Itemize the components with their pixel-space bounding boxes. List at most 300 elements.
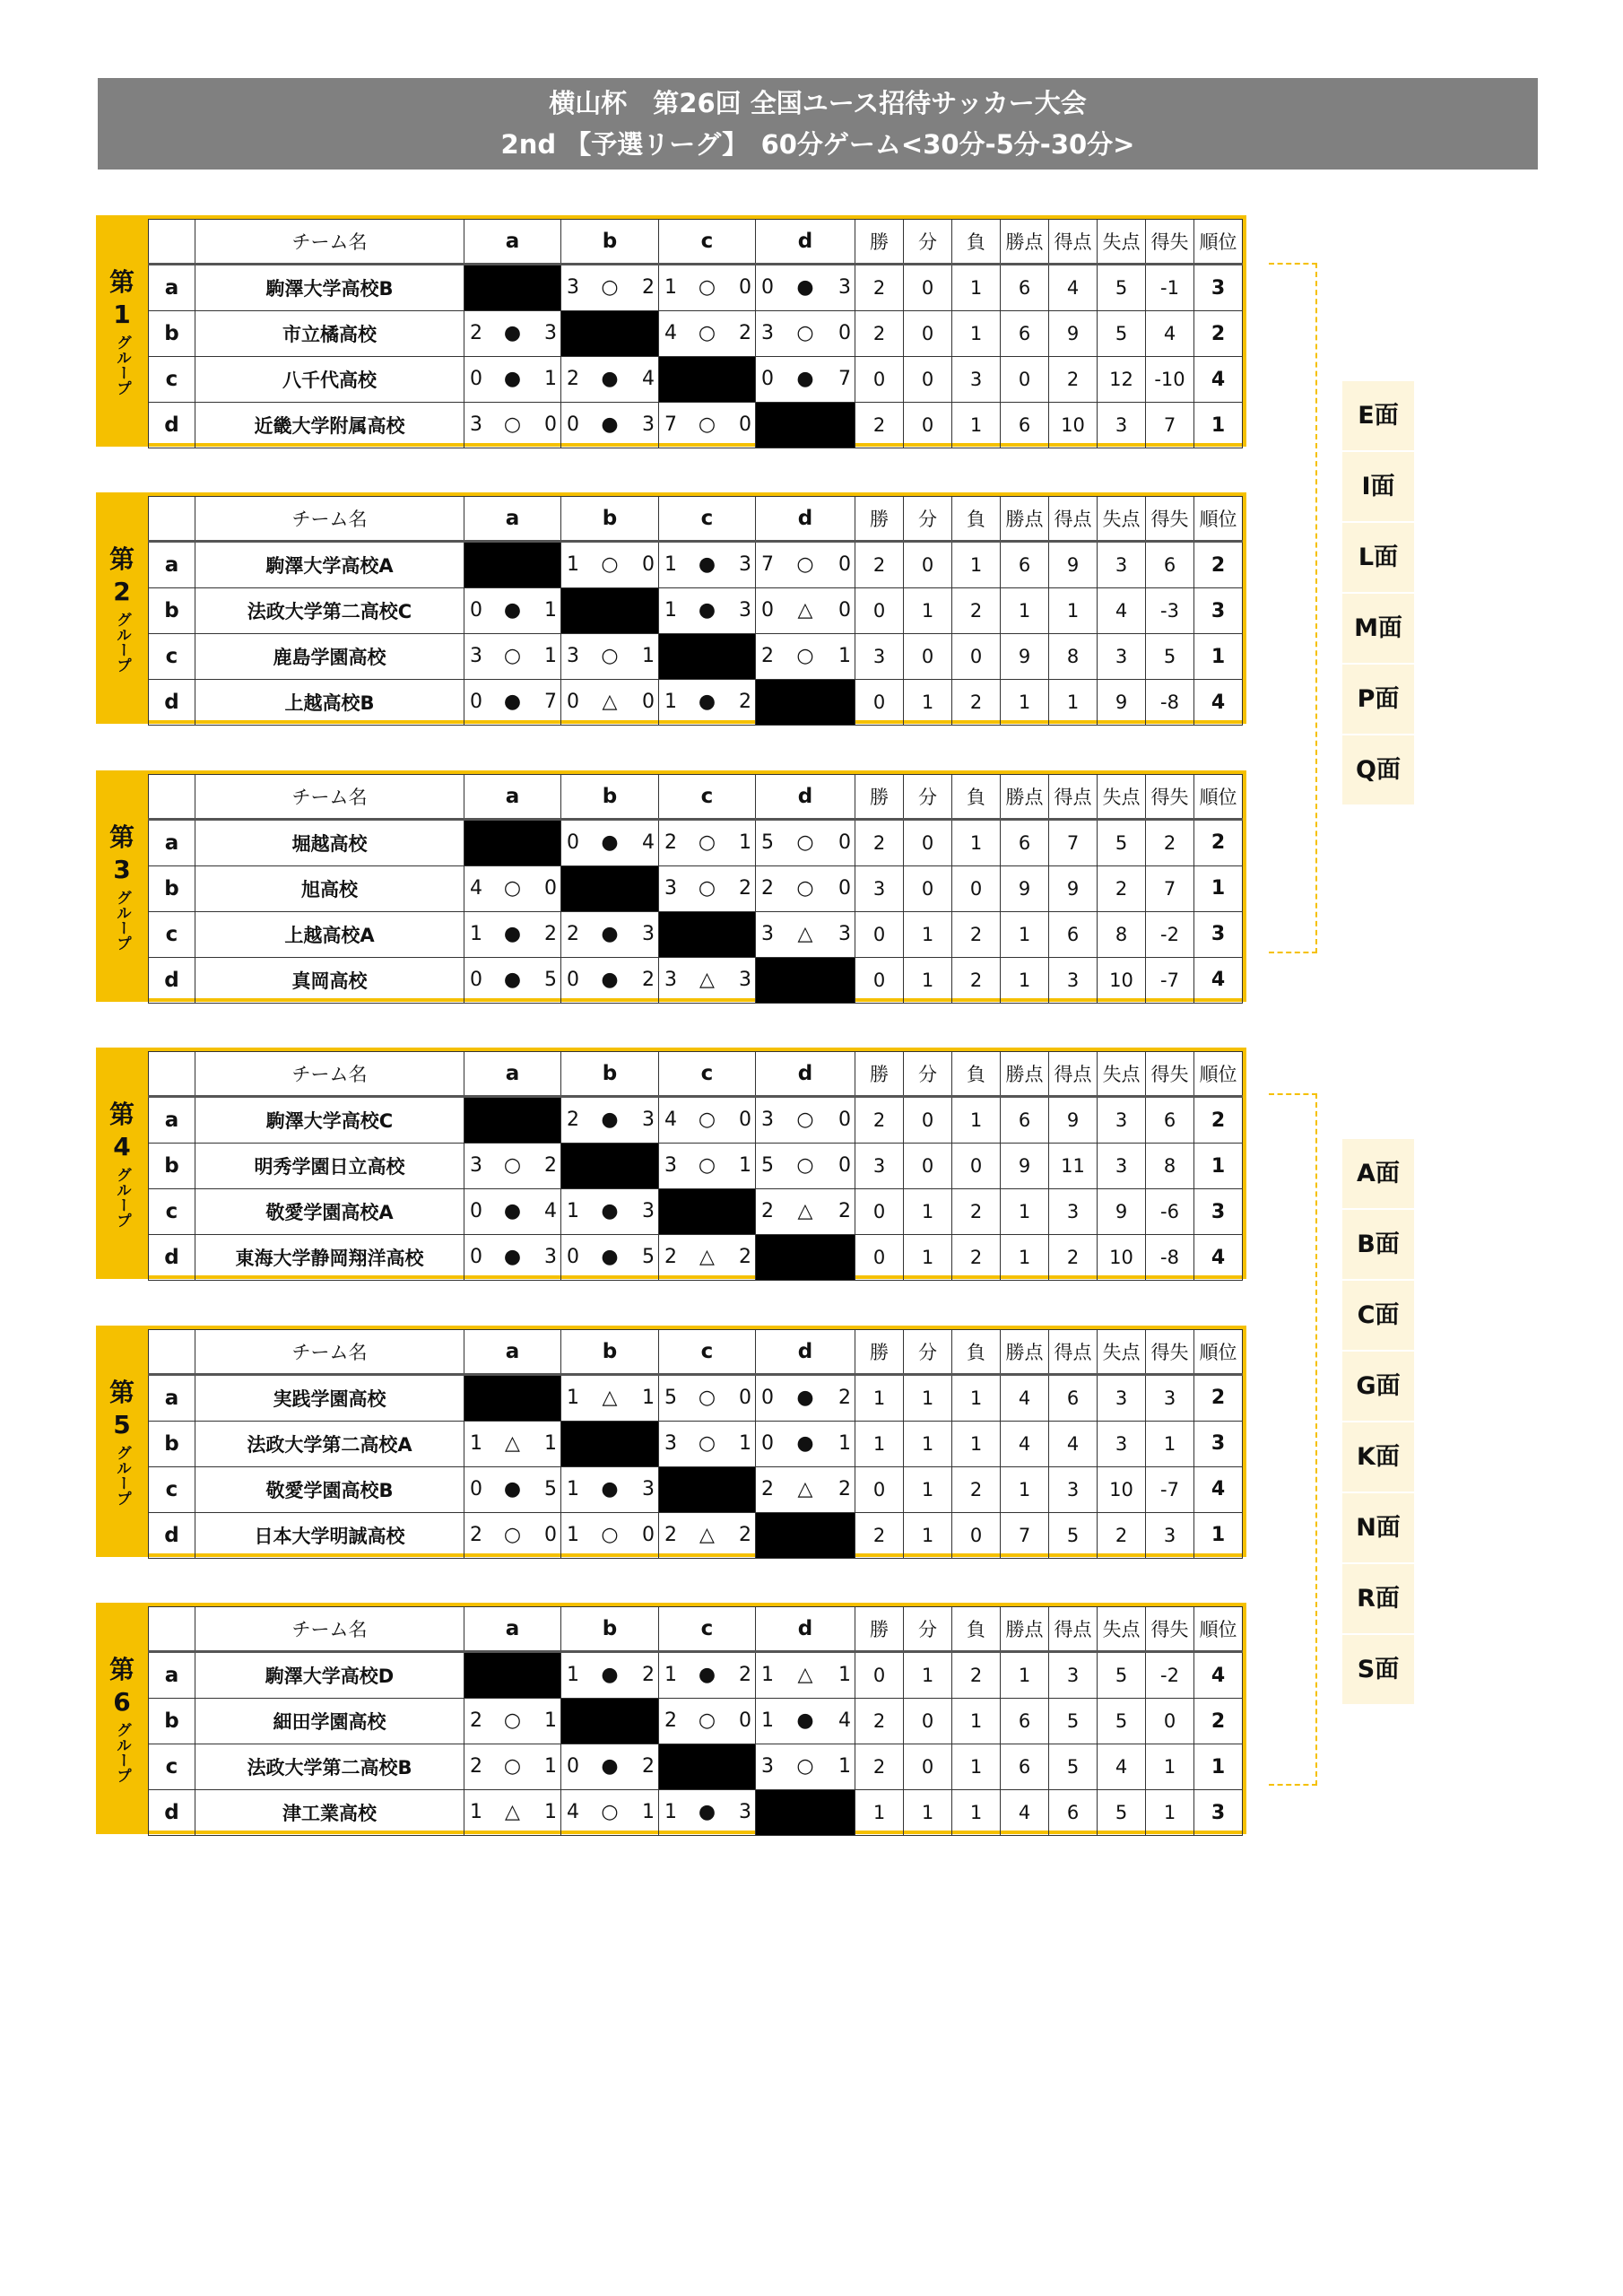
header-team-name: チーム名: [195, 1329, 464, 1374]
header-stat: 得失: [1146, 1329, 1194, 1374]
match-result: [659, 680, 756, 726]
header-stat: 負: [952, 497, 1001, 542]
group-label-number: 5: [113, 1409, 131, 1439]
match-result: [659, 542, 756, 588]
result-symbol: ●: [601, 413, 619, 436]
score-for: 2: [567, 368, 579, 390]
self-match-cell: [561, 865, 659, 911]
match-result: [659, 1652, 756, 1699]
header-stat: 順位: [1194, 774, 1243, 819]
match-result: [464, 1744, 561, 1790]
score-against: 1: [838, 645, 851, 668]
team-name: 明秀学園日立高校: [195, 1144, 464, 1189]
score-for: 2: [470, 1709, 482, 1732]
header-stat: 失点: [1098, 1052, 1146, 1097]
score-against: 3: [642, 922, 655, 945]
score-for: 1: [761, 1664, 774, 1686]
match-result: [561, 403, 659, 448]
stat-value: -8: [1146, 1235, 1194, 1281]
score-against: 3: [739, 553, 751, 577]
group-label-suffix: グループ: [113, 1167, 131, 1229]
score-for: 2: [664, 1709, 677, 1732]
score-for: 0: [567, 691, 579, 714]
row-letter: c: [149, 1189, 195, 1235]
match-result: [464, 1189, 561, 1235]
score-against: 7: [838, 368, 851, 390]
stat-value: 3: [1146, 1374, 1194, 1421]
score-for: 3: [470, 1154, 482, 1178]
result-symbol: ○: [503, 645, 522, 668]
header-opponent-c: c: [659, 497, 756, 542]
row-letter: a: [149, 1652, 195, 1699]
stat-value: 1: [904, 911, 952, 957]
table-row: [149, 1652, 1243, 1699]
stat-value: 1: [904, 1235, 952, 1281]
header-row: [149, 1607, 1243, 1652]
score-for: 1: [567, 1477, 579, 1500]
stat-value: 3: [1049, 1652, 1098, 1699]
header-stat: 順位: [1194, 1607, 1243, 1652]
score-against: 1: [544, 1801, 557, 1823]
team-name: 法政大学第二高校B: [195, 1744, 464, 1790]
score-against: 2: [544, 1154, 557, 1178]
stat-value: 1: [904, 1466, 952, 1512]
result-symbol: ●: [601, 831, 619, 854]
header-stat: 失点: [1098, 774, 1146, 819]
match-result: [756, 311, 855, 357]
header-stat: 負: [952, 220, 1001, 265]
header-opponent-d: d: [756, 497, 855, 542]
header-stat: 勝点: [1001, 1329, 1049, 1374]
table-row: [149, 1512, 1243, 1558]
table-row: [149, 357, 1243, 403]
stat-value: 6: [1001, 819, 1049, 865]
stat-value: 1: [1001, 680, 1049, 726]
stat-value: 3: [1049, 1189, 1098, 1235]
stat-value: 7: [1001, 1512, 1049, 1558]
score-for: 1: [761, 1709, 774, 1732]
self-match-cell: [561, 311, 659, 357]
stat-value: 9: [1049, 865, 1098, 911]
stat-value: 3: [855, 1144, 904, 1189]
match-result: [464, 634, 561, 680]
group-label-prefix: 第: [108, 1377, 135, 1407]
stat-value: 1: [1001, 1652, 1049, 1699]
group-label-suffix: グループ: [113, 335, 131, 396]
score-against: 2: [838, 1386, 851, 1409]
team-name: 東海大学静岡翔洋高校: [195, 1235, 464, 1281]
stat-value: 0: [904, 634, 952, 680]
row-letter: a: [149, 542, 195, 588]
header-opponent-b: b: [561, 220, 659, 265]
stat-value: 6: [1001, 1699, 1049, 1744]
standings-table: [148, 1051, 1243, 1281]
rank: 1: [1194, 865, 1243, 911]
header-stat: 得点: [1049, 220, 1098, 265]
score-for: 1: [567, 1386, 579, 1409]
stat-value: 9: [1098, 680, 1146, 726]
match-result: [756, 1466, 855, 1512]
table-row: [149, 1144, 1243, 1189]
score-against: 2: [739, 322, 751, 344]
score-for: 0: [470, 691, 482, 714]
score-against: 5: [642, 1246, 655, 1269]
rank: 1: [1194, 1144, 1243, 1189]
court-list-1: [1342, 381, 1414, 806]
self-match-cell: [561, 1699, 659, 1744]
row-letter: b: [149, 1144, 195, 1189]
match-result: [561, 680, 659, 726]
stat-value: 1: [1001, 588, 1049, 634]
group-label-prefix: 第: [108, 822, 135, 852]
header-stat: 順位: [1194, 1052, 1243, 1097]
result-symbol: ○: [796, 1109, 814, 1132]
header-stat: 勝: [855, 220, 904, 265]
row-letter: c: [149, 911, 195, 957]
rank: 1: [1194, 1512, 1243, 1558]
team-name: 日本大学明誠高校: [195, 1512, 464, 1558]
result-symbol: △: [505, 1801, 520, 1823]
standings-table: [148, 219, 1243, 448]
row-letter: b: [149, 865, 195, 911]
rank: 2: [1194, 1699, 1243, 1744]
stat-value: 3: [1098, 1097, 1146, 1144]
score-against: 5: [544, 1477, 557, 1500]
rank: 4: [1194, 957, 1243, 1003]
stat-value: 0: [855, 1189, 904, 1235]
score-for: 3: [664, 1154, 677, 1178]
table-row: [149, 1374, 1243, 1421]
header-opponent-d: d: [756, 1052, 855, 1097]
group-label: [96, 1048, 148, 1279]
self-match-cell: [464, 1097, 561, 1144]
stat-value: 5: [1098, 311, 1146, 357]
rank: 2: [1194, 1374, 1243, 1421]
stat-value: 0: [855, 357, 904, 403]
court-label: Q面: [1342, 735, 1414, 806]
score-for: 3: [761, 322, 774, 344]
header-stat: 得失: [1146, 1607, 1194, 1652]
header-stat: 得点: [1049, 774, 1098, 819]
row-letter: c: [149, 1744, 195, 1790]
stat-value: 3: [855, 634, 904, 680]
header-stat: 失点: [1098, 1329, 1146, 1374]
score-against: 4: [642, 831, 655, 854]
self-match-cell: [659, 357, 756, 403]
header-stat: 分: [904, 220, 952, 265]
stat-value: 2: [855, 1097, 904, 1144]
stat-value: -7: [1146, 957, 1194, 1003]
stat-value: 2: [952, 911, 1001, 957]
match-result: [659, 819, 756, 865]
score-against: 0: [838, 1154, 851, 1178]
group-label: [96, 1603, 148, 1834]
group-label-number: 6: [113, 1687, 131, 1717]
score-against: 3: [642, 1200, 655, 1223]
self-match-cell: [659, 911, 756, 957]
stat-value: 3: [1098, 403, 1146, 448]
match-result: [659, 1512, 756, 1558]
group-label-prefix: 第: [108, 1100, 135, 1130]
stat-value: 2: [1098, 865, 1146, 911]
stat-value: 0: [904, 311, 952, 357]
score-for: 1: [470, 1431, 482, 1455]
match-result: [561, 1790, 659, 1836]
stat-value: 1: [904, 1790, 952, 1836]
stat-value: 9: [1049, 1097, 1098, 1144]
match-result: [756, 1144, 855, 1189]
stat-value: 2: [855, 311, 904, 357]
stat-value: 8: [1098, 911, 1146, 957]
result-symbol: △: [699, 968, 715, 991]
group-label-prefix: 第: [108, 1655, 135, 1684]
team-name: 旭高校: [195, 865, 464, 911]
standings-table: [148, 1329, 1243, 1559]
stat-value: 2: [1049, 357, 1098, 403]
group-label-number: 3: [113, 854, 131, 884]
header-stat: 失点: [1098, 1607, 1146, 1652]
stat-value: 1: [952, 1699, 1001, 1744]
header-stat: 順位: [1194, 220, 1243, 265]
rank: 4: [1194, 1652, 1243, 1699]
result-symbol: ○: [698, 1431, 716, 1455]
stat-value: 6: [1001, 265, 1049, 311]
result-symbol: ○: [698, 1386, 716, 1409]
stat-value: 1: [1146, 1790, 1194, 1836]
result-symbol: ○: [601, 645, 619, 668]
score-against: 0: [838, 599, 851, 622]
stat-value: 11: [1049, 1144, 1098, 1189]
header-stat: 勝: [855, 1052, 904, 1097]
stat-value: 2: [855, 542, 904, 588]
header-opponent-c: c: [659, 1607, 756, 1652]
score-for: 0: [761, 1386, 774, 1409]
stat-value: 0: [904, 865, 952, 911]
table-row: [149, 1466, 1243, 1512]
match-result: [464, 1466, 561, 1512]
team-name: 駒澤大学高校A: [195, 542, 464, 588]
match-result: [464, 911, 561, 957]
score-for: 1: [470, 922, 482, 945]
group-table: [96, 1048, 1246, 1279]
header-stat: 分: [904, 774, 952, 819]
stat-value: 6: [1146, 1097, 1194, 1144]
header-row: [149, 1052, 1243, 1097]
score-against: 2: [739, 691, 751, 714]
stat-value: -8: [1146, 680, 1194, 726]
team-name: 近畿大学附属高校: [195, 403, 464, 448]
stat-value: 9: [1098, 1189, 1146, 1235]
score-against: 2: [739, 1523, 751, 1546]
stat-value: 5: [1049, 1744, 1098, 1790]
stat-value: 4: [1049, 1421, 1098, 1466]
header-stat: 分: [904, 1329, 952, 1374]
table-row: [149, 819, 1243, 865]
group-label-number: 1: [113, 300, 131, 329]
self-match-cell: [464, 819, 561, 865]
table-row: [149, 1235, 1243, 1281]
stat-value: 7: [1146, 403, 1194, 448]
match-result: [561, 1466, 659, 1512]
team-name: 法政大学第二高校C: [195, 588, 464, 634]
table-row: [149, 542, 1243, 588]
score-against: 1: [544, 1709, 557, 1732]
match-result: [464, 865, 561, 911]
rank: 4: [1194, 357, 1243, 403]
result-symbol: ●: [698, 553, 716, 577]
group-label: [96, 215, 148, 447]
score-against: 2: [642, 1755, 655, 1778]
stat-value: 7: [1049, 819, 1098, 865]
match-result: [561, 1189, 659, 1235]
header-stat: 勝点: [1001, 220, 1049, 265]
stat-value: 0: [904, 1144, 952, 1189]
score-for: 3: [761, 922, 774, 945]
stat-value: 1: [952, 1790, 1001, 1836]
row-letter: b: [149, 1421, 195, 1466]
rank: 3: [1194, 1189, 1243, 1235]
result-symbol: ○: [698, 413, 716, 436]
score-against: 1: [838, 1664, 851, 1686]
stat-value: 1: [855, 1790, 904, 1836]
score-for: 1: [567, 1523, 579, 1546]
self-match-cell: [756, 1790, 855, 1836]
score-against: 2: [739, 1664, 751, 1686]
stat-value: 4: [1001, 1374, 1049, 1421]
match-result: [464, 1512, 561, 1558]
stat-value: 1: [1001, 1235, 1049, 1281]
group-label-suffix: グループ: [113, 1444, 131, 1506]
score-for: 2: [761, 1200, 774, 1223]
row-letter: a: [149, 1097, 195, 1144]
court-label: R面: [1342, 1564, 1414, 1635]
stat-value: 1: [952, 819, 1001, 865]
header-opponent-a: a: [464, 1329, 561, 1374]
header-opponent-d: d: [756, 220, 855, 265]
header-stat: 得失: [1146, 220, 1194, 265]
result-symbol: ●: [601, 368, 619, 390]
table-row: [149, 403, 1243, 448]
match-result: [561, 265, 659, 311]
stat-value: 6: [1001, 1097, 1049, 1144]
match-result: [561, 1512, 659, 1558]
match-result: [659, 957, 756, 1003]
header-stat: 失点: [1098, 497, 1146, 542]
match-result: [659, 1097, 756, 1144]
stat-value: 3: [1098, 1374, 1146, 1421]
header-opponent-c: c: [659, 1052, 756, 1097]
row-letter: d: [149, 1790, 195, 1836]
score-against: 1: [739, 1154, 751, 1178]
result-symbol: ●: [601, 1755, 619, 1778]
result-symbol: △: [797, 1664, 813, 1686]
result-symbol: ●: [698, 1664, 716, 1686]
stat-value: -6: [1146, 1189, 1194, 1235]
team-name: 実践学園高校: [195, 1374, 464, 1421]
stat-value: 0: [904, 265, 952, 311]
result-symbol: ○: [698, 876, 716, 900]
rank: 3: [1194, 1790, 1243, 1836]
stat-value: 6: [1001, 542, 1049, 588]
result-symbol: ●: [601, 922, 619, 945]
match-result: [756, 1374, 855, 1421]
stat-value: 1: [855, 1421, 904, 1466]
team-name: 上越高校B: [195, 680, 464, 726]
stat-value: 4: [1098, 1744, 1146, 1790]
team-name: 敬愛学園高校B: [195, 1466, 464, 1512]
score-for: 0: [567, 968, 579, 991]
result-symbol: ○: [601, 1801, 619, 1823]
group-label-number: 2: [113, 577, 131, 607]
stat-value: 0: [952, 1512, 1001, 1558]
stat-value: 2: [855, 403, 904, 448]
result-symbol: ●: [601, 1246, 619, 1269]
stat-value: 1: [952, 1744, 1001, 1790]
group-table: [96, 492, 1246, 724]
match-result: [464, 1699, 561, 1744]
match-result: [561, 957, 659, 1003]
rank: 2: [1194, 542, 1243, 588]
stat-value: 9: [1049, 542, 1098, 588]
stat-value: 5: [1146, 634, 1194, 680]
stat-value: 2: [855, 1699, 904, 1744]
match-result: [659, 311, 756, 357]
score-against: 0: [838, 876, 851, 900]
stat-value: -2: [1146, 1652, 1194, 1699]
self-match-cell: [464, 265, 561, 311]
score-for: 0: [761, 276, 774, 299]
stat-value: 1: [952, 403, 1001, 448]
standings-table: [148, 496, 1243, 726]
result-symbol: ●: [503, 368, 522, 390]
row-letter: d: [149, 403, 195, 448]
stat-value: -10: [1146, 357, 1194, 403]
result-symbol: ●: [796, 1431, 814, 1455]
rank: 3: [1194, 911, 1243, 957]
stat-value: 5: [1098, 265, 1146, 311]
header-blank: [149, 1329, 195, 1374]
court-label: N面: [1342, 1493, 1414, 1564]
stat-value: 5: [1098, 1790, 1146, 1836]
self-match-cell: [659, 1466, 756, 1512]
score-against: 0: [838, 322, 851, 344]
self-match-cell: [561, 1421, 659, 1466]
score-for: 0: [761, 368, 774, 390]
header-row: [149, 1329, 1243, 1374]
header-stat: 負: [952, 774, 1001, 819]
header-team-name: チーム名: [195, 774, 464, 819]
stat-value: 2: [855, 265, 904, 311]
rank: 4: [1194, 680, 1243, 726]
score-against: 0: [838, 831, 851, 854]
score-against: 3: [739, 599, 751, 622]
group-label: [96, 1326, 148, 1557]
header-opponent-c: c: [659, 220, 756, 265]
team-name: 津工業高校: [195, 1790, 464, 1836]
stat-value: 6: [1001, 1744, 1049, 1790]
match-result: [756, 1652, 855, 1699]
header-stat: 得点: [1049, 1329, 1098, 1374]
row-letter: b: [149, 1699, 195, 1744]
team-name: 鹿島学園高校: [195, 634, 464, 680]
result-symbol: ●: [503, 322, 522, 344]
match-result: [659, 403, 756, 448]
stat-value: 5: [1049, 1699, 1098, 1744]
score-against: 0: [642, 691, 655, 714]
score-against: 3: [739, 1801, 751, 1823]
match-result: [561, 357, 659, 403]
stat-value: 2: [952, 1466, 1001, 1512]
